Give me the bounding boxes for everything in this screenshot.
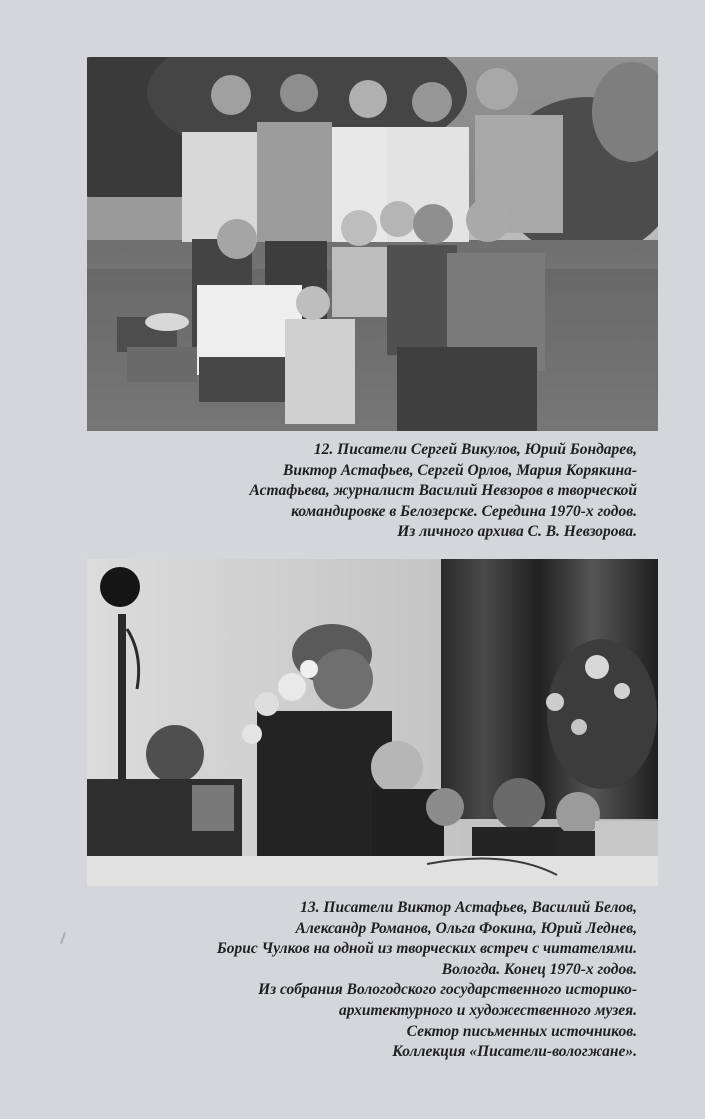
caption-line: Астафьева, журналист Василий Невзоров в творческой bbox=[249, 482, 637, 500]
caption-line: Сектор письменных источников. bbox=[406, 1022, 637, 1040]
caption-line: 13. Писатели Виктор Астафьев, Василий Белов, bbox=[300, 899, 637, 916]
caption-line: 12. Писатели Сергей Викулов, Юрий Бондарев, bbox=[313, 441, 637, 458]
caption-line: Коллекция «Писатели-вологжане». bbox=[392, 1043, 637, 1061]
caption-line: архитектурного и художественного музея. bbox=[338, 1001, 637, 1019]
caption-line: Борис Чулков на одной из творческих встреч с читателями. bbox=[216, 940, 637, 958]
caption-line: Из собрания Вологодского государственного историко- bbox=[258, 981, 637, 999]
caption-line: Из личного архива С. В. Невзорова. bbox=[397, 523, 637, 541]
caption-line: Вологда. Конец 1970-х годов. bbox=[441, 960, 637, 978]
caption-line: Виктор Астафьев, Сергей Орлов, Мария Корякина- bbox=[282, 461, 637, 479]
figure-12-caption bbox=[250, 440, 638, 543]
figure-13-caption bbox=[217, 898, 637, 1063]
stage-meeting-photo bbox=[87, 559, 658, 886]
group-photo-outdoors bbox=[87, 57, 658, 431]
caption-line: командировке в Белозерске. Середина 1970-х годов. bbox=[291, 502, 637, 520]
page-scratch-mark bbox=[60, 932, 66, 944]
caption-line: Александр Романов, Ольга Фокина, Юрий Леднев, bbox=[295, 919, 637, 937]
